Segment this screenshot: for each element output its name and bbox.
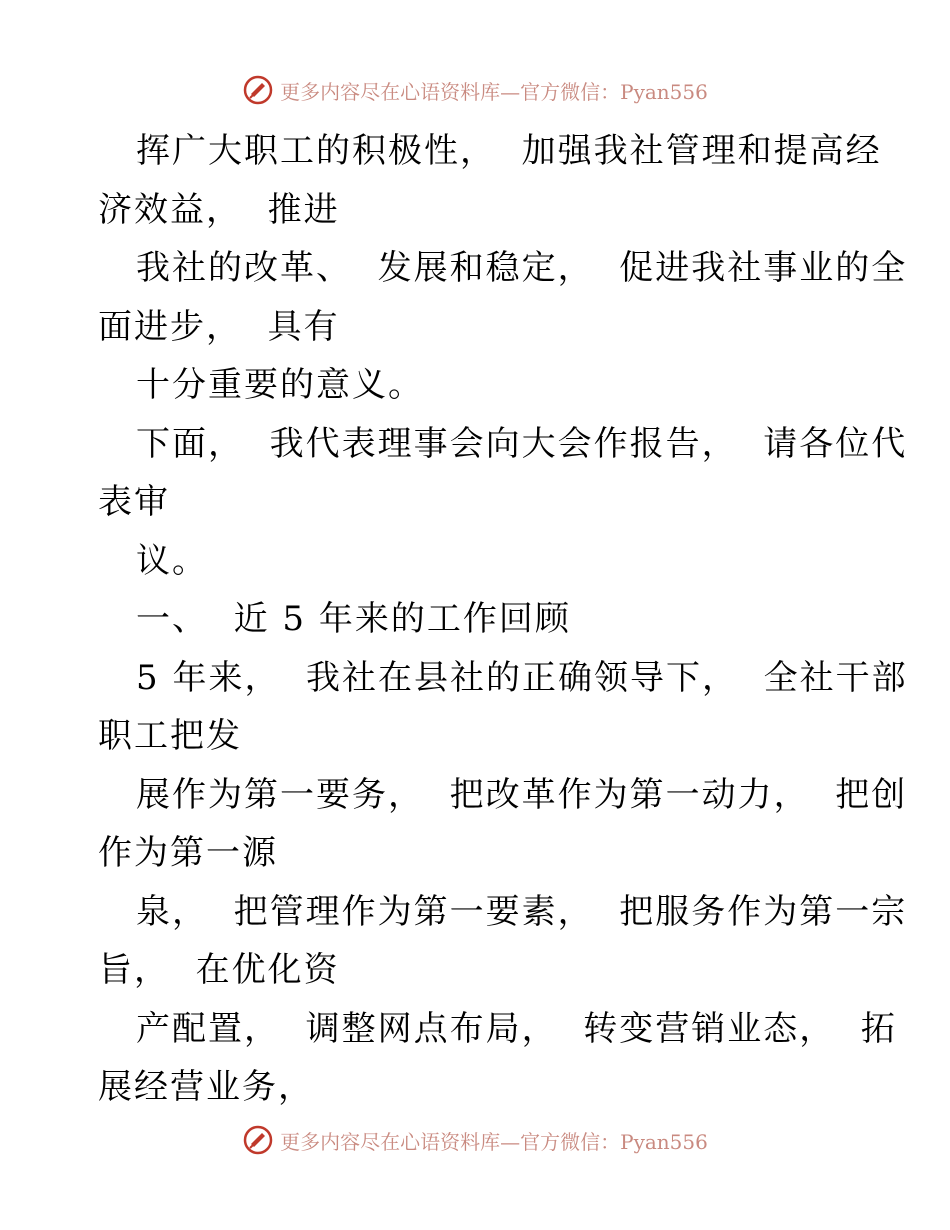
- header-watermark: [0, 70, 950, 110]
- text-line: 挥广大职工的积极性， 加强我社管理和提高经: [136, 131, 882, 171]
- text-line: 展经营业务，: [98, 1067, 314, 1107]
- text-line: 展作为第一要务， 把改革作为第一动力， 把创: [136, 774, 908, 815]
- text-line: 旨， 在优化资: [98, 950, 340, 990]
- text-line: 下面， 我代表理事会向大会作报告， 请各位代: [136, 423, 908, 464]
- document-body: [98, 122, 908, 1117]
- text-line: 我社的改革、 发展和稳定， 促进我社事业的全: [136, 248, 908, 288]
- watermark-text: 更多内容尽在心语资料库—官方微信：Pyan556: [280, 1129, 708, 1154]
- watermark-logo-icon: [242, 1124, 274, 1156]
- text-line: 产配置， 调整网点布局， 转变营销业态， 拓: [136, 1008, 897, 1049]
- text-line: 作为第一源: [98, 833, 278, 873]
- text-line: 表审: [98, 482, 170, 522]
- watermark-logo-icon: [242, 74, 274, 106]
- text-line: 一、 近 5 年来的工作回顾: [136, 599, 571, 639]
- text-line: 5 年来， 我社在县社的正确领导下， 全社干部: [136, 657, 908, 698]
- text-line: 十分重要的意义。: [136, 365, 424, 405]
- text-line: 面进步， 具有: [98, 306, 340, 347]
- text-line: 济效益， 推进: [98, 189, 340, 230]
- text-line: 职工把发: [98, 716, 242, 756]
- footer-watermark: [0, 1120, 950, 1160]
- text-line: 泉， 把管理作为第一要素， 把服务作为第一宗: [136, 891, 908, 932]
- text-line: 议。: [136, 540, 208, 581]
- watermark-text: 更多内容尽在心语资料库—官方微信：Pyan556: [280, 79, 708, 104]
